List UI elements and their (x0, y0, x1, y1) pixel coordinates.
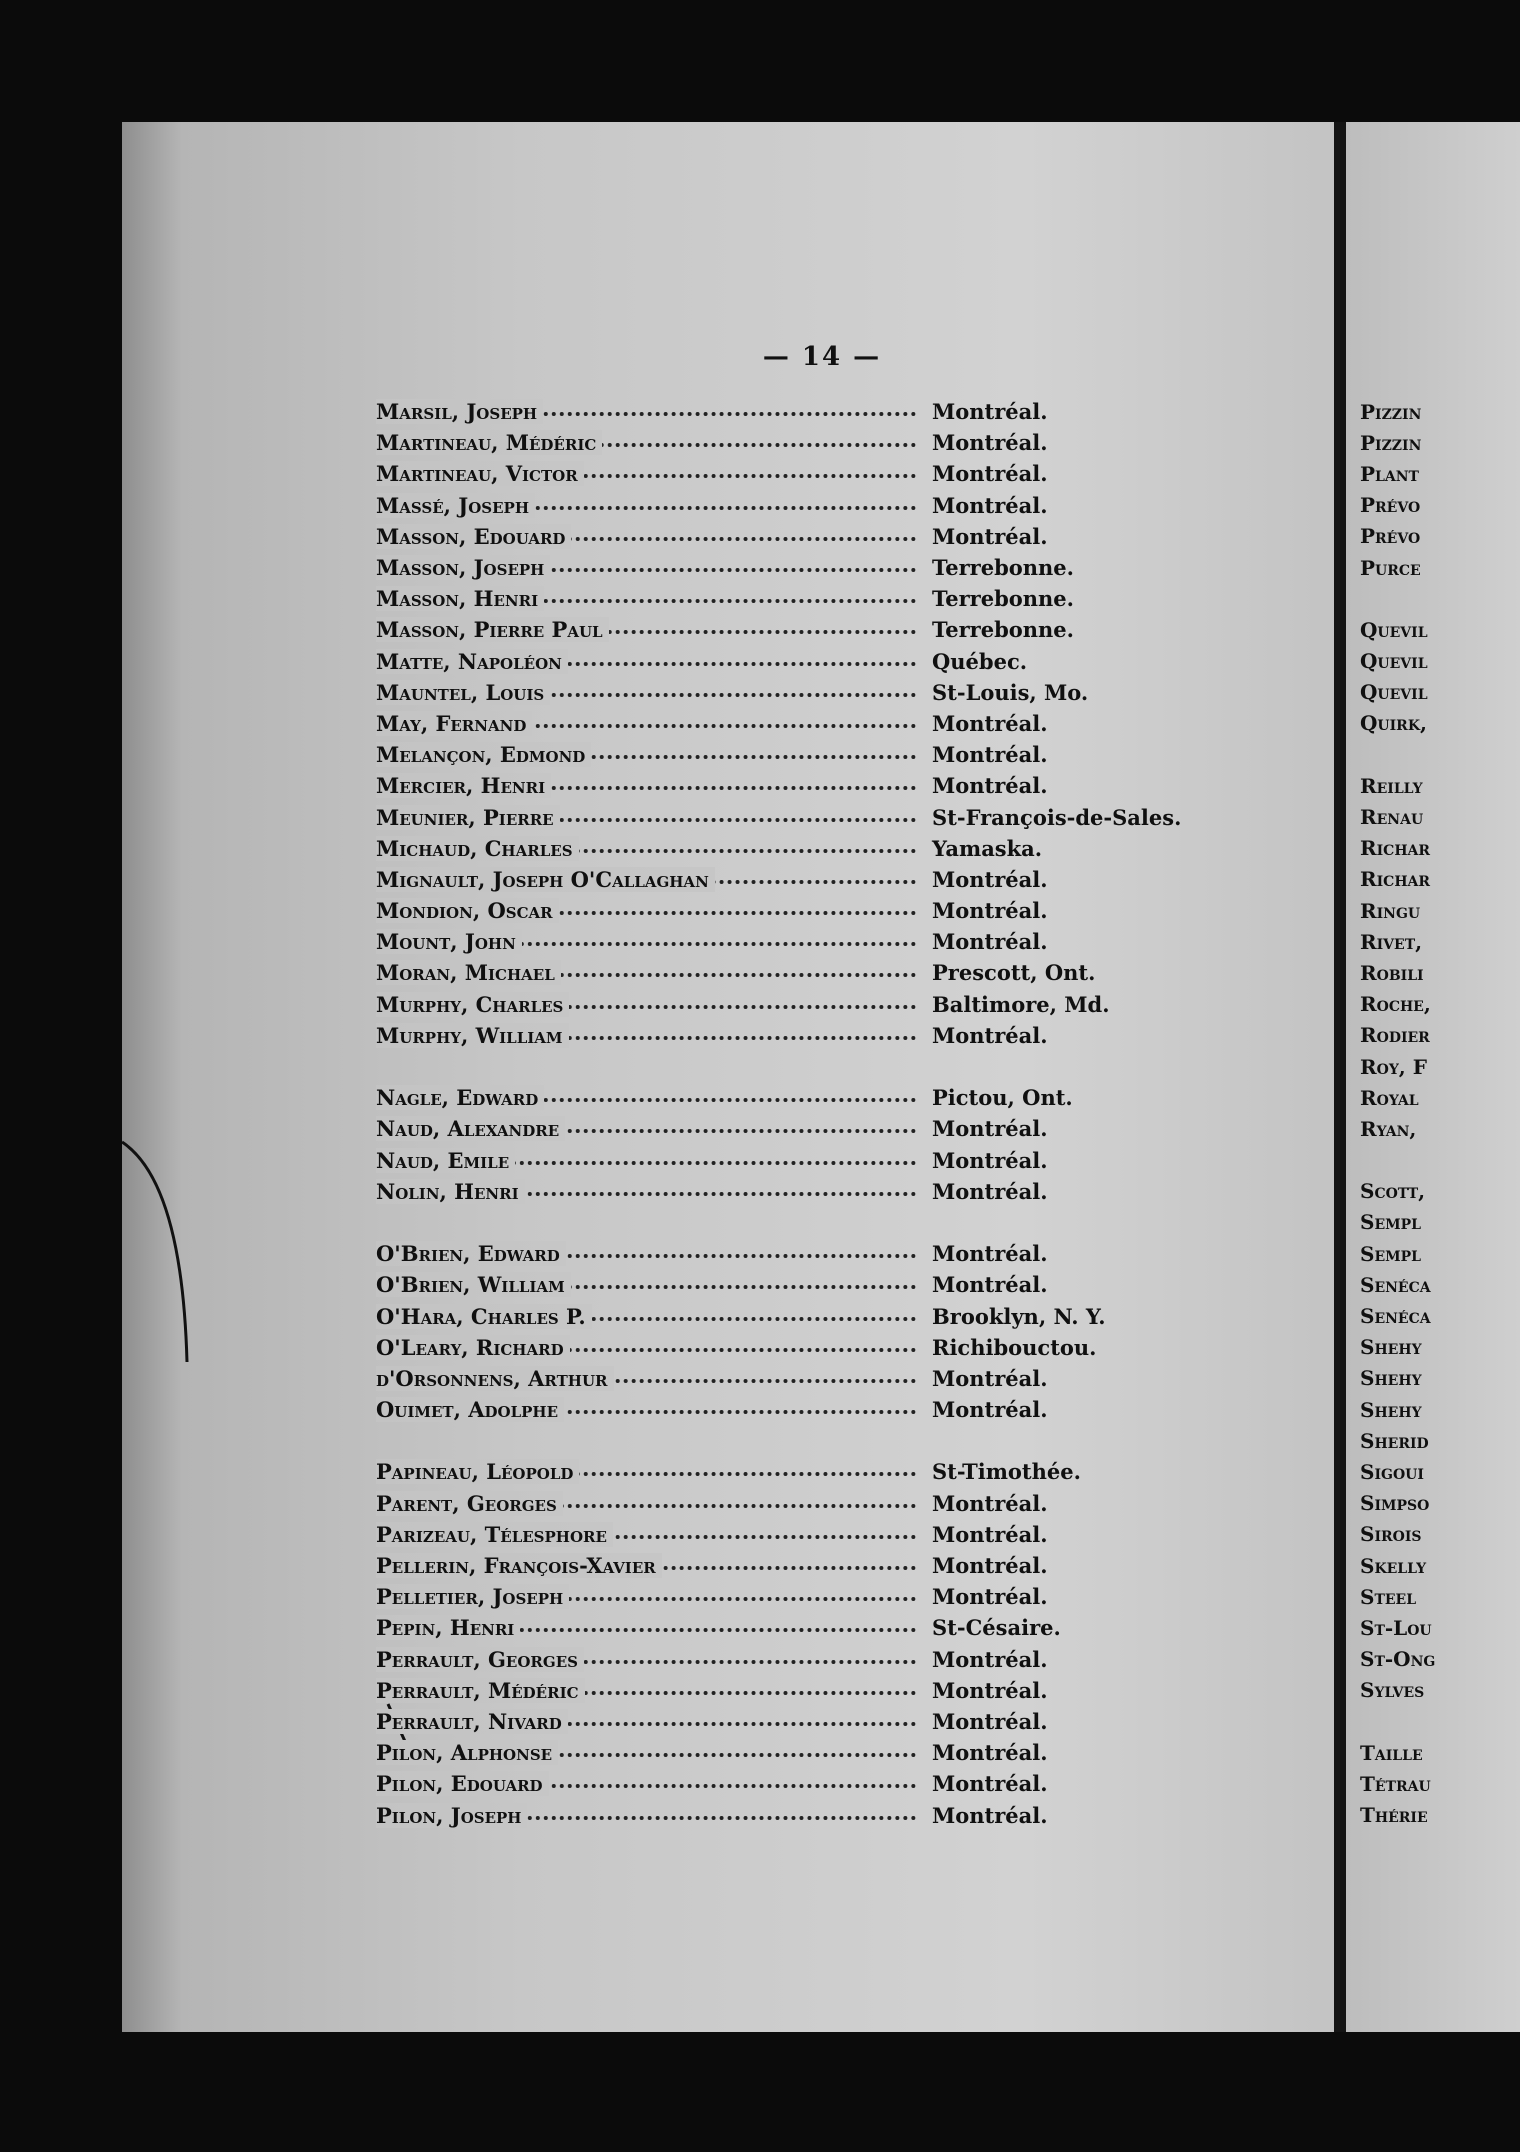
list-item (376, 1020, 1276, 1051)
entry-place: Montréal. (932, 866, 1048, 892)
list-item (376, 490, 1276, 521)
entry-name (376, 586, 916, 611)
section-gap (1360, 1706, 1520, 1737)
entry-place: Terrebonne. (932, 617, 1074, 643)
entry-place: Montréal. (932, 1022, 1048, 1048)
entry-place: Montréal. (932, 1646, 1048, 1672)
entry-name (376, 929, 916, 954)
right-list-item: Steel (1360, 1584, 1417, 1609)
right-list-item: Sempl (1360, 1210, 1421, 1235)
right-list-item: Richar (1360, 836, 1431, 861)
right-list-item: Quirk, (1360, 711, 1427, 736)
entry-name (376, 1366, 916, 1391)
right-list-item: Thérie (1360, 1803, 1428, 1828)
entry-name (376, 1397, 916, 1422)
entry-name-text: May, Fernand (376, 711, 532, 736)
right-list-item: Plant (1360, 461, 1419, 486)
entry-name (376, 1522, 916, 1547)
entry-place: St-François-de-Sales. (932, 804, 1182, 830)
list-item (376, 583, 1276, 614)
entry-name-text: O'Hara, Charles P. (376, 1304, 592, 1329)
right-list-item: Royal (1360, 1085, 1419, 1110)
entry-place: Montréal. (932, 1272, 1048, 1298)
entry-name-text: Nolin, Henri (376, 1179, 525, 1204)
list-item (376, 895, 1276, 926)
right-list-item: Senéca (1360, 1272, 1431, 1297)
right-list-item: Prévo (1360, 524, 1421, 549)
entry-name-text: d'Orsonnens, Arthur (376, 1366, 614, 1391)
section-gap (1360, 583, 1520, 614)
list-item (376, 1238, 1276, 1269)
entry-name (376, 1803, 916, 1828)
entry-name (376, 898, 916, 923)
entry-place: Terrebonne. (932, 555, 1074, 581)
entry-name-text: Nagle, Edward (376, 1085, 544, 1110)
right-list-item: St-Lou (1360, 1615, 1432, 1640)
right-list-item: Sempl (1360, 1241, 1421, 1266)
entry-name-text: Perrault, Georges (376, 1647, 584, 1672)
entry-place: Québec. (932, 648, 1028, 674)
entry-place: Montréal. (932, 929, 1048, 955)
entry-name (376, 773, 916, 798)
right-list-item: Shehy (1360, 1335, 1422, 1360)
entry-name-text: O'Brien, William (376, 1272, 571, 1297)
entry-name-text: Perrault, Médéric (376, 1678, 585, 1703)
section-gap (376, 1425, 1276, 1456)
entry-name-text: Pepin, Henri (376, 1615, 520, 1640)
right-list-item: Roy, F (1360, 1054, 1427, 1079)
list-item (376, 739, 1276, 770)
entry-name (376, 1709, 916, 1734)
entry-name-text: Marsil, Joseph (376, 399, 543, 424)
entry-name-text: Naud, Emile (376, 1148, 515, 1173)
entry-name-text: O'Brien, Edward (376, 1241, 566, 1266)
right-list-item: Ryan, (1360, 1116, 1417, 1141)
entry-name (376, 1584, 916, 1609)
right-list-item: Rivet, (1360, 929, 1423, 954)
list-item (376, 1581, 1276, 1612)
list-item (376, 1300, 1276, 1331)
entry-name-text: Moran, Michael (376, 960, 561, 985)
entry-name (376, 867, 916, 892)
list-item (376, 801, 1276, 832)
list-item (376, 864, 1276, 895)
right-list-item: Roche, (1360, 992, 1431, 1017)
entry-place: Montréal. (932, 430, 1048, 456)
entry-name (376, 960, 916, 985)
list-item (376, 1394, 1276, 1425)
entry-name-text: Mount, John (376, 929, 522, 954)
right-list-item: Simpso (1360, 1491, 1430, 1516)
entry-name-text: Martineau, Médéric (376, 430, 602, 455)
list-item (376, 552, 1276, 583)
list-item (376, 926, 1276, 957)
entry-name-text: Matte, Napoléon (376, 649, 568, 674)
entry-name (376, 524, 916, 549)
entry-name (376, 680, 916, 705)
entry-name (376, 1148, 916, 1173)
right-page (1346, 122, 1520, 2032)
entry-place: Montréal. (932, 1116, 1048, 1142)
list-item (376, 1488, 1276, 1519)
list-item (376, 1706, 1276, 1737)
list-item (376, 957, 1276, 988)
right-page-name-list (1360, 396, 1520, 1831)
entry-place: Montréal. (932, 1802, 1048, 1828)
entry-place: Montréal. (932, 1677, 1048, 1703)
entry-name-text: Martineau, Victor (376, 461, 584, 486)
right-list-item: Quevil (1360, 617, 1428, 642)
entry-name (376, 493, 916, 518)
entry-name (376, 649, 916, 674)
right-list-item: Prévo (1360, 493, 1421, 518)
right-list-item: Sherid (1360, 1428, 1429, 1453)
list-item (376, 1269, 1276, 1300)
entry-place: Montréal. (932, 1708, 1048, 1734)
right-list-item: Quevil (1360, 649, 1428, 674)
right-list-item: Ringu (1360, 898, 1421, 923)
entry-place: Montréal. (932, 1241, 1048, 1267)
entry-place: Prescott, Ont. (932, 960, 1096, 986)
entry-name-text: Mondion, Oscar (376, 898, 559, 923)
entry-name (376, 1740, 916, 1765)
entry-name-text: Perrault, Nivard (376, 1709, 568, 1734)
list-item (376, 396, 1276, 427)
entry-name-text: O'Leary, Richard (376, 1335, 570, 1360)
entry-place: Montréal. (932, 1740, 1048, 1766)
entry-place: Montréal. (932, 710, 1048, 736)
entry-name-text: Ouimet, Adolphe (376, 1397, 564, 1422)
entry-name (376, 836, 916, 861)
list-item (376, 1644, 1276, 1675)
entry-name-text: Murphy, Charles (376, 992, 569, 1017)
entry-name-text: Parent, Georges (376, 1491, 563, 1516)
right-list-item: Robili (1360, 960, 1424, 985)
entry-place: Montréal. (932, 1397, 1048, 1423)
right-list-item: Sylves (1360, 1678, 1425, 1703)
entry-place: St-Timothée. (932, 1459, 1081, 1485)
entry-place: Montréal. (932, 1521, 1048, 1547)
page-gutter (1334, 122, 1346, 2032)
entry-place: Montréal. (932, 1178, 1048, 1204)
entry-place: Montréal. (932, 773, 1048, 799)
entry-name (376, 1085, 916, 1110)
list-item (376, 677, 1276, 708)
entry-name-text: Masson, Edouard (376, 524, 571, 549)
list-item (376, 1456, 1276, 1487)
right-list-item: Tétrau (1360, 1771, 1431, 1796)
right-list-item: Renau (1360, 805, 1424, 830)
right-list-item: Reilly (1360, 773, 1423, 798)
list-item (376, 521, 1276, 552)
list-item (376, 1675, 1276, 1706)
list-item (376, 427, 1276, 458)
entry-place: Yamaska. (932, 835, 1043, 861)
entry-name (376, 1771, 916, 1796)
margin-mark (122, 1122, 202, 1382)
list-item (376, 1799, 1276, 1830)
right-list-item: Purce (1360, 555, 1421, 580)
list-item (376, 614, 1276, 645)
list-item (376, 1550, 1276, 1581)
list-item (376, 646, 1276, 677)
entry-place: Montréal. (932, 492, 1048, 518)
list-item (376, 1332, 1276, 1363)
list-item (376, 1519, 1276, 1550)
entry-name-text: Parizeau, Télesphore (376, 1522, 613, 1547)
entry-name (376, 1615, 916, 1640)
entry-place: Terrebonne. (932, 586, 1074, 612)
entry-name (376, 1304, 916, 1329)
entry-name (376, 1023, 916, 1048)
entry-name-text: Pelletier, Joseph (376, 1584, 569, 1609)
entry-name (376, 461, 916, 486)
list-item (376, 1612, 1276, 1643)
entry-name (376, 1179, 916, 1204)
entry-name (376, 1459, 916, 1484)
list-item (376, 770, 1276, 801)
entry-place: Montréal. (932, 742, 1048, 768)
entry-place: Montréal. (932, 1490, 1048, 1516)
list-item (376, 458, 1276, 489)
entry-place: Montréal. (932, 1553, 1048, 1579)
entry-place: St-Césaire. (932, 1615, 1061, 1641)
right-list-item: Pizzin (1360, 430, 1422, 455)
entry-name (376, 992, 916, 1017)
page-number: — 14 — (762, 342, 882, 372)
section-gap (1360, 739, 1520, 770)
entry-name (376, 430, 916, 455)
entry-name (376, 1241, 916, 1266)
entry-place: Richibouctou. (932, 1334, 1097, 1360)
entry-name-text: Pilon, Joseph (376, 1803, 527, 1828)
entry-name-text: Masson, Joseph (376, 555, 550, 580)
entry-name-text: Mauntel, Louis (376, 680, 550, 705)
entry-name (376, 1272, 916, 1297)
entry-place: Montréal. (932, 1584, 1048, 1610)
entry-name-text: Pellerin, François-Xavier (376, 1553, 662, 1578)
right-list-item: Quevil (1360, 680, 1428, 705)
section-gap (376, 1207, 1276, 1238)
scanned-page (122, 122, 1520, 2032)
right-list-item: Taille (1360, 1740, 1423, 1765)
right-list-item: Skelly (1360, 1553, 1427, 1578)
entry-name (376, 711, 916, 736)
entry-name-text: Pilon, Edouard (376, 1771, 549, 1796)
entry-name-text: Mercier, Henri (376, 773, 551, 798)
entry-name (376, 399, 916, 424)
entry-name (376, 1491, 916, 1516)
entry-name-text: Masson, Pierre Paul (376, 617, 609, 642)
section-gap (1360, 1145, 1520, 1176)
entry-place: Montréal. (932, 399, 1048, 425)
entry-place: St-Louis, Mo. (932, 679, 1089, 705)
list-item (376, 1145, 1276, 1176)
right-list-item: Sigoui (1360, 1459, 1424, 1484)
right-list-item: Sirois (1360, 1522, 1422, 1547)
list-item (376, 989, 1276, 1020)
entry-name-text: Murphy, William (376, 1023, 569, 1048)
right-list-item: Richar (1360, 867, 1431, 892)
right-list-item: Rodier (1360, 1023, 1430, 1048)
section-gap (376, 1051, 1276, 1082)
entry-place: Montréal. (932, 1771, 1048, 1797)
entry-name-text: Michaud, Charles (376, 836, 579, 861)
name-list (376, 396, 1276, 1831)
entry-name (376, 617, 916, 642)
entry-name-text: Melançon, Edmond (376, 742, 591, 767)
list-item (376, 1737, 1276, 1768)
list-item (376, 708, 1276, 739)
entry-name (376, 1678, 916, 1703)
entry-place: Montréal. (932, 1365, 1048, 1391)
entry-place: Baltimore, Md. (932, 991, 1110, 1017)
entry-place: Brooklyn, N. Y. (932, 1303, 1106, 1329)
right-list-item: Senéca (1360, 1304, 1431, 1329)
right-list-item: Scott, (1360, 1179, 1426, 1204)
right-list-item: Shehy (1360, 1397, 1422, 1422)
entry-name (376, 1647, 916, 1672)
entry-name (376, 1335, 916, 1360)
entry-name (376, 1553, 916, 1578)
entry-name (376, 1116, 916, 1141)
list-item (376, 1176, 1276, 1207)
list-item (376, 1363, 1276, 1394)
entry-name-text: Massé, Joseph (376, 493, 535, 518)
list-item (376, 1113, 1276, 1144)
list-item (376, 1768, 1276, 1799)
entry-place: Montréal. (932, 461, 1048, 487)
entry-place: Montréal. (932, 523, 1048, 549)
entry-name (376, 742, 916, 767)
entry-name-text: Mignault, Joseph O'Callaghan (376, 867, 715, 892)
entry-place: Pictou, Ont. (932, 1085, 1073, 1111)
right-list-item: Shehy (1360, 1366, 1422, 1391)
entry-name-text: Naud, Alexandre (376, 1116, 565, 1141)
entry-name-text: Pilon, Alphonse (376, 1740, 558, 1765)
entry-name (376, 555, 916, 580)
entry-name (376, 805, 916, 830)
entry-name-text: Masson, Henri (376, 586, 544, 611)
list-item (376, 833, 1276, 864)
entry-name-text: Meunier, Pierre (376, 805, 560, 830)
entry-place: Montréal. (932, 898, 1048, 924)
list-item (376, 1082, 1276, 1113)
right-list-item: St-Ong (1360, 1647, 1436, 1672)
entry-name-text: Papineau, Léopold (376, 1459, 579, 1484)
entry-place: Montréal. (932, 1147, 1048, 1173)
left-page (122, 122, 1332, 2032)
right-list-item: Pizzin (1360, 399, 1422, 424)
